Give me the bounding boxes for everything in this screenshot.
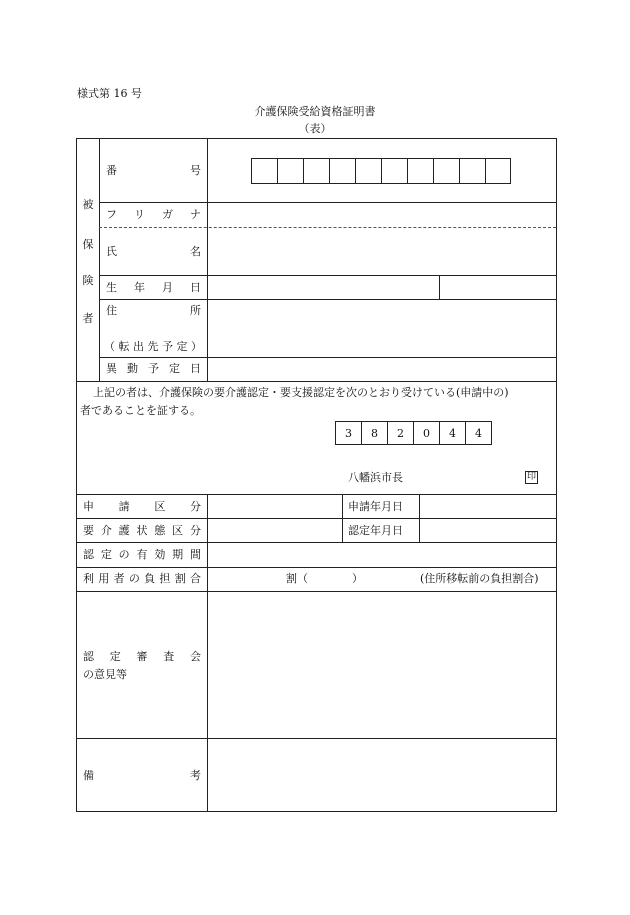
row-divider [76, 591, 557, 592]
label-remarks: 備 考 [83, 769, 201, 782]
label-birthdate: 生 年 月 日 [106, 281, 201, 294]
insurer-digit: 0 [414, 422, 440, 444]
insurer-digit: 8 [362, 422, 388, 444]
certification-line-1: 上記の者は、介護保険の要介護認定・要支援認定を次のとおり受けている(申請中の) [93, 386, 509, 399]
burden-ratio-note: (住所移転前の負担割合) [420, 572, 539, 585]
seal-mark: 印 [526, 472, 536, 482]
number-box [408, 159, 434, 183]
issuer-name: 八幡浜市長 [348, 471, 403, 484]
number-box [278, 159, 304, 183]
number-box [382, 159, 408, 183]
form-title: 介護保険受給資格証明書 [254, 105, 376, 118]
insurer-digit: 4 [475, 426, 482, 440]
label-number: 番 号 [106, 164, 201, 177]
certification-line-2: 者であることを証する。 [80, 404, 201, 417]
form-subtitle: （表） [298, 122, 332, 135]
label-furigana: フ リ ガ ナ [106, 208, 201, 221]
number-box [330, 159, 356, 183]
row-divider [76, 494, 557, 495]
row-divider [99, 357, 556, 358]
label-care-level: 要 介 護 状 態 区 分 [83, 524, 201, 537]
row-divider [76, 567, 557, 568]
row-divider [99, 202, 556, 203]
number-box [304, 159, 330, 183]
label-burden-ratio: 利 用 者 の 負 担 割 合 [83, 572, 201, 585]
row-divider [99, 275, 556, 276]
furigana-divider [99, 227, 556, 228]
insured-label-2: 保 [82, 238, 94, 251]
row-divider [76, 542, 557, 543]
insured-column-divider [99, 138, 100, 381]
section-divider [76, 381, 557, 382]
label-valid-period: 認 定 の 有 効 期 間 [83, 548, 201, 561]
insured-label-3: 険 [82, 274, 94, 287]
date-label-left [342, 494, 343, 542]
label-move-date: 異 動 予 定 日 [106, 362, 201, 375]
label-application-date: 申請年月日 [348, 500, 403, 513]
number-box [252, 159, 278, 183]
insured-number-boxes [251, 158, 511, 184]
label-forwarding-address: （ 転 出 先 予 定 ） [104, 340, 202, 353]
label-committee-opinion-2: の意見等 [83, 668, 127, 681]
label-application-type: 申 請 区 分 [83, 500, 201, 513]
insured-label-4: 者 [82, 312, 94, 325]
label-address: 住 所 [106, 304, 201, 317]
insured-label-1: 被 [82, 198, 94, 211]
form-number: 様式第 16 号 [77, 87, 142, 100]
label-certification-date: 認定年月日 [348, 524, 403, 537]
table-bottom-border [76, 811, 557, 812]
number-box [356, 159, 382, 183]
row-divider [76, 518, 557, 519]
label-column-divider [207, 138, 208, 381]
date-label-right [419, 494, 420, 542]
burden-ratio-value: 割（ ） [286, 572, 363, 585]
insurer-digit: 2 [388, 422, 414, 444]
table-left-border [76, 138, 77, 812]
lower-label-divider [207, 494, 208, 812]
birthdate-divider [439, 275, 440, 299]
label-committee-opinion: 認 定 審 査 会 [83, 650, 201, 663]
row-divider [76, 738, 557, 739]
insurer-number-boxes [335, 421, 492, 445]
table-right-border [556, 138, 557, 812]
row-divider [99, 299, 556, 300]
label-name: 氏 名 [106, 245, 201, 258]
number-box [434, 159, 460, 183]
insurer-digit: 4 [440, 422, 466, 444]
insurer-digit: 3 [336, 422, 362, 444]
number-box [460, 159, 486, 183]
table-top-border [76, 138, 557, 139]
